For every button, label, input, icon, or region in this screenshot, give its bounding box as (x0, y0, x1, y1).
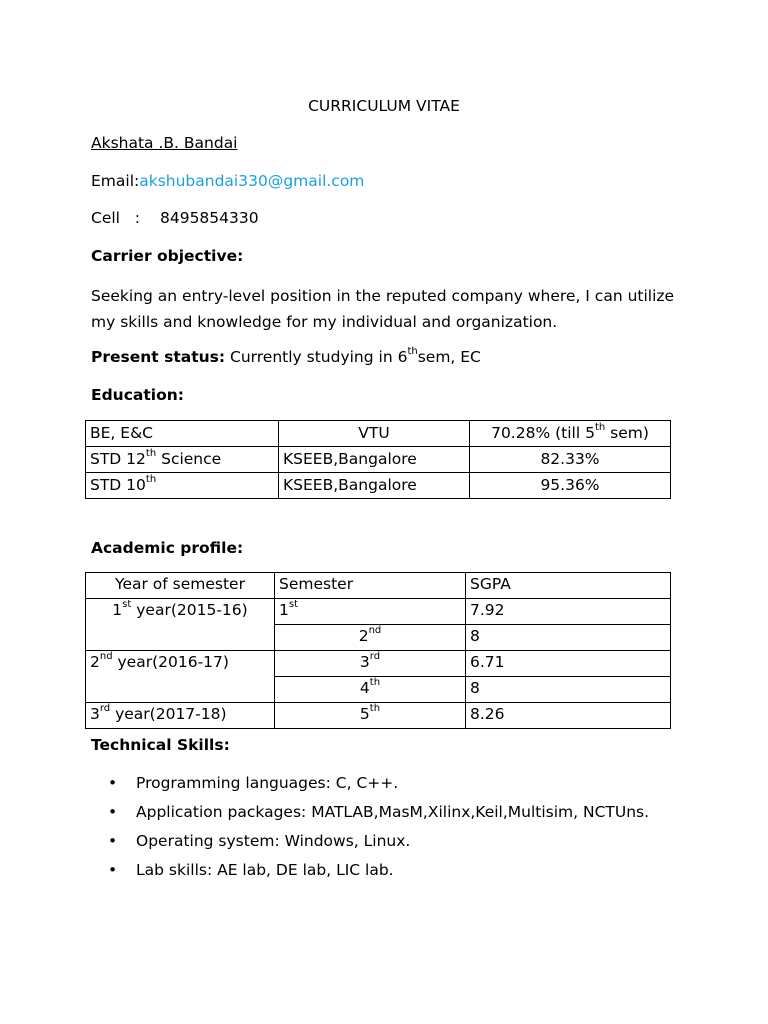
email-label: Email: (91, 172, 140, 190)
academic-heading: Academic profile: (91, 539, 244, 557)
header-semester: Semester (275, 573, 466, 599)
bullet-icon: • (108, 774, 118, 792)
semester-cell: 4th (275, 677, 466, 703)
score-cell: 95.36% (470, 473, 671, 499)
email-link[interactable]: akshubandai330@gmail.com (139, 172, 365, 190)
sgpa-cell: 8 (466, 625, 671, 651)
semester-cell: 5th (275, 703, 466, 729)
semester-cell: 1st (275, 599, 466, 625)
objective-text: Seeking an entry-level position in the reputed company where, I can utilize my skills and knowledge for my individual and organization. (91, 287, 675, 331)
sgpa-cell: 8 (466, 677, 671, 703)
board-cell: KSEEB,Bangalore (279, 473, 470, 499)
year-cell: 3rd year(2017-18) (86, 703, 275, 729)
semester-cell: 2nd (275, 625, 466, 651)
skills-heading: Technical Skills: (91, 736, 230, 754)
list-item: • Programming languages: C, C++. (108, 770, 668, 797)
table-row (86, 447, 671, 473)
year-cell (86, 677, 275, 703)
course-cell: STD 12th Science (86, 447, 279, 473)
board-cell: KSEEB,Bangalore (279, 447, 470, 473)
score-cell: 70.28% (till 5th sem) (470, 421, 671, 447)
document-title: CURRICULUM VITAE (308, 97, 460, 115)
list-item: • Lab skills: AE lab, DE lab, LIC lab. (108, 857, 668, 884)
present-status-text: Currently studying in 6thsem, EC (230, 345, 481, 366)
course-cell: BE, E&C (86, 421, 279, 447)
academic-table (85, 572, 671, 729)
bullet-icon: • (108, 832, 118, 850)
year-cell: 2nd year(2016-17) (86, 651, 275, 677)
candidate-name: Akshata .B. Bandai (91, 134, 238, 152)
sgpa-cell: 7.92 (466, 599, 671, 625)
education-heading: Education: (91, 386, 184, 404)
present-status-heading: Present status: (91, 348, 226, 366)
bullet-icon: • (108, 803, 118, 821)
year-cell (86, 625, 275, 651)
cell-line (91, 207, 259, 229)
board-cell: VTU (279, 421, 470, 447)
table-row (86, 421, 671, 447)
skills-list (108, 770, 668, 886)
table-row (86, 473, 671, 499)
semester-cell: 3rd (275, 651, 466, 677)
list-item: • Operating system: Windows, Linux. (108, 828, 668, 855)
objective-heading: Carrier objective: (91, 247, 244, 265)
year-cell: 1st year(2015-16) (86, 599, 275, 625)
sgpa-cell: 8.26 (466, 703, 671, 729)
bullet-icon: • (108, 861, 118, 879)
header-sgpa: SGPA (466, 573, 671, 599)
present-status (91, 346, 481, 368)
education-table (85, 420, 671, 499)
course-cell: STD 10th (86, 473, 279, 499)
cell-label: Cell : (91, 209, 140, 227)
score-cell: 82.33% (470, 447, 671, 473)
table-row (86, 703, 671, 729)
email-line (91, 170, 364, 192)
table-row (86, 651, 671, 677)
table-row (86, 573, 671, 599)
table-row (86, 625, 671, 651)
cell-number: 8495854330 (159, 209, 259, 227)
header-year: Year of semester (86, 573, 275, 599)
list-item: • Application packages: MATLAB,MasM,Xilinx,Keil,Multisim, NCTUns. (108, 799, 668, 826)
table-row (86, 599, 671, 625)
sgpa-cell: 6.71 (466, 651, 671, 677)
table-row (86, 677, 671, 703)
